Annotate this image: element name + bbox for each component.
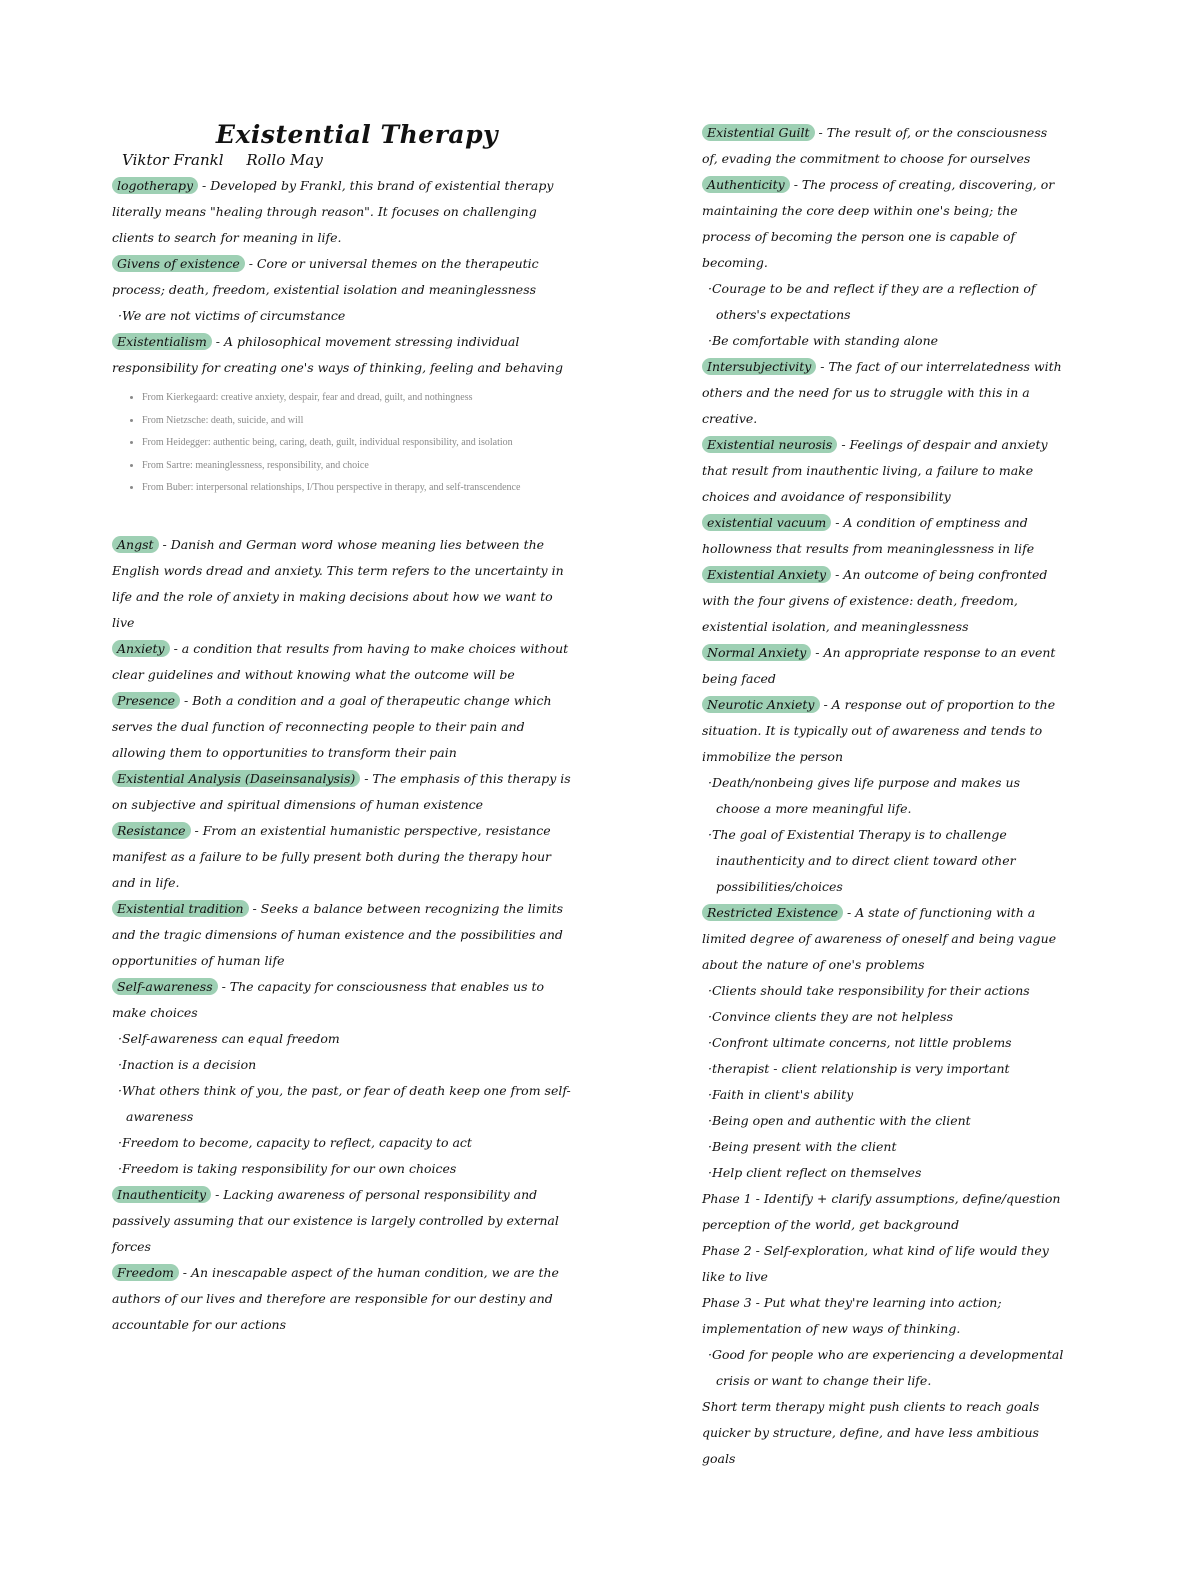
author-item: Viktor Frankl xyxy=(122,151,224,169)
highlighted-term: Neurotic Anxiety xyxy=(702,696,820,713)
bullet-note xyxy=(112,303,582,329)
bullet-dot-icon: · xyxy=(708,775,712,790)
highlighted-term: Existential Analysis (Daseinsanalysis) xyxy=(112,770,360,787)
definition-entry: Neurotic Anxiety - A response out of proportion to the situation. It is typically out of awareness and tends to immobilize the person xyxy=(702,697,1056,764)
highlighted-term: Givens of existence xyxy=(112,255,245,272)
definition-entry: Existentialism - A philosophical movement stressing individual responsibility for creating one's ways of thinking, feeling and behaving xyxy=(112,334,563,375)
definition-text: A response out of proportion to the situation. It is typically out of awareness and tends to immobilize the person xyxy=(702,697,1056,764)
definition-entry: logotherapy - Developed by Frankl, this brand of existential therapy literally means "healing through reason". It focuses on challenging clients to search for meaning in life. xyxy=(112,178,554,245)
left-column xyxy=(112,120,582,1338)
bullet-text: What others think of you, the past, or fear of death keep one from self-awareness xyxy=(121,1082,571,1124)
plain-note: Phase 2 - Self-exploration, what kind of life would they like to live xyxy=(702,1243,1049,1284)
bullet-dot-icon: · xyxy=(708,1113,712,1128)
bullet-text: Courage to be and reflect if they are a reflection of others's expectations xyxy=(711,281,1036,322)
bullet-text: Freedom to become, capacity to reflect, capacity to act xyxy=(121,1134,472,1150)
bullet-dot-icon: · xyxy=(118,1134,122,1150)
bullet-dot-icon: · xyxy=(118,1082,122,1098)
definition-text: The fact of our interrelatedness with others and the need for us to struggle with this in a creative. xyxy=(702,359,1062,426)
bullet-note xyxy=(112,1026,582,1052)
definition-text: The emphasis of this therapy is on subjective and spiritual dimensions of human existence xyxy=(112,770,571,812)
highlighted-term: Existential tradition xyxy=(112,900,249,917)
bullet-note xyxy=(702,1134,1067,1160)
typed-list-item: • From Nietzsche: death, suicide, and will xyxy=(142,410,582,433)
right-notes xyxy=(702,120,1067,1472)
highlighted-term: Existential Guilt xyxy=(702,124,815,141)
bullet-text: Inaction is a decision xyxy=(121,1056,257,1072)
highlighted-term: Existentialism xyxy=(112,333,212,350)
highlighted-term: Angst xyxy=(112,536,159,553)
bullet-dot-icon: · xyxy=(118,1030,122,1046)
bullet-dot-icon: · xyxy=(708,827,712,842)
bullet-dot-icon: · xyxy=(708,1347,712,1362)
bullet-note xyxy=(702,1108,1067,1134)
definition-entry: Freedom - An inescapable aspect of the human condition, we are the authors of our lives and therefore are responsible for our destiny and accountable for our actions xyxy=(112,1264,559,1332)
definition-text: Danish and German word whose meaning lies between the English words dread and anxiety. This term refers to the uncertainty in life and the role of anxiety in making decisions about how we want to live xyxy=(112,536,564,630)
highlighted-term: Presence xyxy=(112,692,180,709)
highlighted-term: Resistance xyxy=(112,822,191,839)
definition-entry: Self-awareness - The capacity for consciousness that enables us to make choices xyxy=(112,978,545,1020)
definition-text: Feelings of despair and anxiety that result from inauthentic living, a failure to make choices and avoidance of responsibility xyxy=(702,437,1048,504)
highlighted-term: Existential neurosis xyxy=(702,436,837,453)
bullet-text: Being open and authentic with the client xyxy=(711,1113,971,1128)
plain-note: Phase 1 - Identify + clarify assumptions, define/question perception of the world, get background xyxy=(702,1191,1061,1232)
bullet-text: Good for people who are experiencing a developmental crisis or want to change their life. xyxy=(711,1347,1064,1388)
definition-entry: Givens of existence - Core or universal themes on the therapeutic process; death, freedom, existential isolation and meaninglessness xyxy=(112,256,539,297)
typed-list-item: • From Kierkegaard: creative anxiety, despair, fear and dread, guilt, and nothingness xyxy=(142,387,582,410)
definition-entry: Authenticity - The process of creating, discovering, or maintaining the core deep within one's being; the process of becoming the person one is capable of becoming. xyxy=(702,177,1055,270)
right-column xyxy=(702,120,1067,1472)
definition-text: Core or universal themes on the therapeutic process; death, freedom, existential isolation and meaninglessness xyxy=(112,256,539,297)
definition-entry: Inauthenticity - Lacking awareness of personal responsibility and passively assuming that our existence is largely controlled by external forces xyxy=(112,1186,559,1254)
bullet-note xyxy=(112,1130,582,1156)
author-item: Rollo May xyxy=(246,151,323,169)
definition-text: Seeks a balance between recognizing the limits and the tragic dimensions of human existence and the possibilities and opportunities of human life xyxy=(112,900,564,968)
definition-text: From an existential humanistic perspective, resistance manifest as a failure to be fully present both during the therapy hour and in life. xyxy=(112,822,551,890)
bullet-text: therapist - client relationship is very important xyxy=(711,1061,1010,1076)
bullet-text: We are not victims of circumstance xyxy=(121,308,346,323)
definition-text: Both a condition and a goal of therapeutic change which serves the dual function of reconnecting people to their pain and allowing them to opportunities to transform their pain xyxy=(112,692,552,760)
bullet-dot-icon: · xyxy=(708,1035,712,1050)
bullet-note xyxy=(702,1056,1067,1082)
highlighted-term: Inauthenticity xyxy=(112,1186,211,1203)
bullet-note xyxy=(702,328,1067,354)
definition-text: An inescapable aspect of the human condition, we are the authors of our lives and therefore are responsible for our destiny and accountable for our actions xyxy=(112,1264,559,1332)
bullet-dot-icon: · xyxy=(708,1139,712,1154)
definition-text: The capacity for consciousness that enables us to make choices xyxy=(112,978,545,1020)
definition-entry: existential vacuum - A condition of emptiness and hollowness that results from meaninglessness in life xyxy=(702,515,1035,556)
highlighted-term: Normal Anxiety xyxy=(702,644,811,661)
definition-text: An appropriate response to an event being faced xyxy=(702,645,1056,686)
bullet-text: Being present with the client xyxy=(711,1139,897,1154)
left-notes-lower xyxy=(112,532,582,1338)
typed-list-item: • From Sartre: meaninglessness, responsibility, and choice xyxy=(142,455,582,478)
definition-entry: Intersubjectivity - The fact of our interrelatedness with others and the need for us to struggle with this in a creative. xyxy=(702,359,1062,426)
bullet-text: Confront ultimate concerns, not little problems xyxy=(711,1035,1012,1050)
definition-text: A philosophical movement stressing individual responsibility for creating one's ways of thinking, feeling and behaving xyxy=(112,334,563,375)
bullet-note xyxy=(702,276,1067,328)
definition-text: Lacking awareness of personal responsibility and passively assuming that our existence is largely controlled by external forces xyxy=(112,1186,559,1254)
bullet-dot-icon: · xyxy=(708,1087,712,1102)
plain-note: Phase 3 - Put what they're learning into action; implementation of new ways of thinking. xyxy=(702,1295,1002,1336)
definition-text: Developed by Frankl, this brand of existential therapy literally means "healing through reason". It focuses on challenging clients to search for meaning in life. xyxy=(112,178,554,245)
definition-entry: Angst - Danish and German word whose meaning lies between the English words dread and anxiety. This term refers to the uncertainty in life and the role of anxiety in making decisions about how we want to live xyxy=(112,536,564,630)
typed-list-item: • From Heidegger: authentic being, caring, death, guilt, individual responsibility, and isolation xyxy=(142,432,582,455)
bullet-text: Self-awareness can equal freedom xyxy=(121,1030,340,1046)
definition-entry: Resistance - From an existential humanistic perspective, resistance manifest as a failure to be fully present both during the therapy hour and in life. xyxy=(112,822,551,890)
bullet-dot-icon: · xyxy=(708,281,712,296)
bullet-text: Be comfortable with standing alone xyxy=(711,333,939,348)
bullet-note xyxy=(112,1078,582,1130)
definition-entry: Presence - Both a condition and a goal of therapeutic change which serves the dual function of reconnecting people to their pain and allowing them to opportunities to transform their pain xyxy=(112,692,552,760)
definition-text: a condition that results from having to make choices without clear guidelines and without knowing what the outcome will be xyxy=(112,640,569,682)
highlighted-term: Freedom xyxy=(112,1264,179,1281)
definition-entry: Existential Guilt - The result of, or the consciousness of, evading the commitment to choose for ourselves xyxy=(702,125,1048,166)
bullet-note xyxy=(702,978,1067,1004)
bullet-dot-icon: · xyxy=(708,1165,712,1180)
typed-list-item: • From Buber: interpersonal relationships, I/Thou perspective in therapy, and self-transcendence xyxy=(142,477,582,500)
bullet-text: The goal of Existential Therapy is to challenge inauthenticity and to direct client toward other possibilities/choices xyxy=(711,827,1016,894)
highlighted-term: Anxiety xyxy=(112,640,170,657)
bullet-dot-icon: · xyxy=(708,1061,712,1076)
bullet-note xyxy=(112,1052,582,1078)
bullet-dot-icon: · xyxy=(118,1160,122,1176)
definition-text: An outcome of being confronted with the four givens of existence: death, freedom, existential isolation, and meaninglessness xyxy=(702,567,1048,634)
highlighted-term: Intersubjectivity xyxy=(702,358,816,375)
bullet-note xyxy=(702,1342,1067,1394)
highlighted-term: existential vacuum xyxy=(702,514,831,531)
bullet-dot-icon: · xyxy=(118,1056,122,1072)
bullet-note xyxy=(702,1030,1067,1056)
bullet-text: Help client reflect on themselves xyxy=(711,1165,922,1180)
bullet-text: Convince clients they are not helpless xyxy=(711,1009,954,1024)
highlighted-term: Authenticity xyxy=(702,176,790,193)
highlighted-term: Existential Anxiety xyxy=(702,566,831,583)
typed-influences-list xyxy=(112,387,582,500)
authors-line xyxy=(122,151,582,169)
bullet-note xyxy=(702,770,1067,822)
definition-entry: Existential Anxiety - An outcome of being confronted with the four givens of existence: death, freedom, existential isolation, and meaninglessness xyxy=(702,567,1048,634)
definition-entry: Existential neurosis - Feelings of despair and anxiety that result from inauthentic living, a failure to make choices and avoidance of responsibility xyxy=(702,437,1048,504)
definition-text: The process of creating, discovering, or maintaining the core deep within one's being; the process of becoming the person one is capable of becoming. xyxy=(702,177,1055,270)
bullet-dot-icon: · xyxy=(118,308,122,323)
bullet-text: Faith in client's ability xyxy=(711,1087,854,1102)
bullet-dot-icon: · xyxy=(708,1009,712,1024)
bullet-dot-icon: · xyxy=(708,333,712,348)
bullet-dot-icon: · xyxy=(708,983,712,998)
definition-text: The result of, or the consciousness of, evading the commitment to choose for ourselves xyxy=(702,125,1048,166)
definition-entry: Existential tradition - Seeks a balance between recognizing the limits and the tragic dimensions of human existence and the possibilities and opportunities of human life xyxy=(112,900,564,968)
definition-entry: Anxiety - a condition that results from having to make choices without clear guidelines and without knowing what the outcome will be xyxy=(112,640,569,682)
highlighted-term: Restricted Existence xyxy=(702,904,843,921)
highlighted-term: logotherapy xyxy=(112,177,198,194)
bullet-note xyxy=(112,1156,582,1182)
definition-entry: Existential Analysis (Daseinsanalysis) - The emphasis of this therapy is on subjective and spiritual dimensions of human existence xyxy=(112,770,571,812)
page-title: Existential Therapy xyxy=(215,120,499,149)
definition-entry: Restricted Existence - A state of functioning with a limited degree of awareness of oneself and being vague about the nature of one's problems xyxy=(702,905,1057,972)
bullet-note xyxy=(702,1004,1067,1030)
bullet-text: Clients should take responsibility for their actions xyxy=(711,983,1030,998)
definition-text: A condition of emptiness and hollowness that results from meaninglessness in life xyxy=(702,515,1035,556)
bullet-note xyxy=(702,1082,1067,1108)
bullet-note xyxy=(702,822,1067,900)
bullet-text: Freedom is taking responsibility for our own choices xyxy=(121,1160,457,1176)
bullet-note xyxy=(702,1160,1067,1186)
bullet-text: Death/nonbeing gives life purpose and makes us choose a more meaningful life. xyxy=(711,775,1020,816)
left-notes-upper xyxy=(112,173,582,381)
highlighted-term: Self-awareness xyxy=(112,978,218,995)
definition-entry: Normal Anxiety - An appropriate response to an event being faced xyxy=(702,645,1056,686)
definition-text: A state of functioning with a limited degree of awareness of oneself and being vague about the nature of one's problems xyxy=(702,905,1057,972)
plain-note: Short term therapy might push clients to reach goals quicker by structure, define, and have less ambitious goals xyxy=(702,1399,1040,1466)
